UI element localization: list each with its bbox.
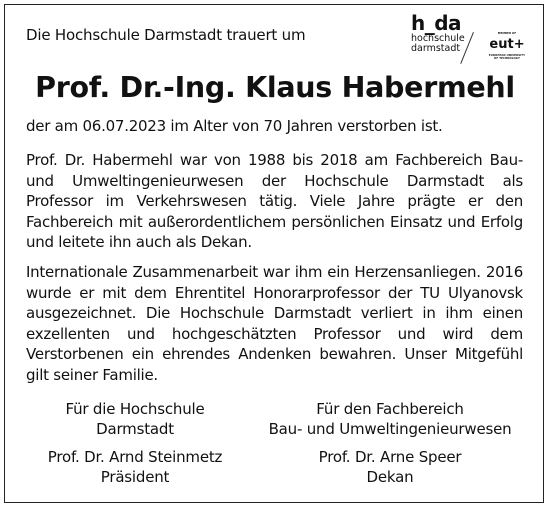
eut-logo-line2: OF TECHNOLOGY [494, 57, 520, 60]
signature-right-name: Prof. Dr. Arne Speer [318, 448, 462, 466]
eut-logo [480, 32, 534, 64]
career-paragraph: Prof. Dr. Habermehl war von 1988 bis 2018 am Fachbereich Bau- und Umweltingenieurwesen der Hochschule Darmstadt als Professor im Verkehrswesen tätig. Viele Jahre prägte er den Fachbereich mit außerordentlichem persönlichen Einsatz und Erfolg und leitete ihn auch als Dekan. [26, 151, 523, 251]
eut-member-label: MEMBER OF [497, 32, 517, 35]
signature-right-org-line1: Für den Fachbereich [316, 400, 464, 418]
signature-right-org [245, 400, 535, 439]
eut-logo-wordmark: eut+ [489, 37, 525, 50]
death-date-paragraph: der am 06.07.2023 im Alter von 70 Jahren verstorben ist. [26, 117, 443, 135]
signature-left-name: Prof. Dr. Arnd Steinmetz [47, 448, 223, 466]
hda-logo-line1: hochschule [411, 33, 465, 44]
deceased-name: Prof. Dr.-Ing. Klaus Habermehl [35, 71, 515, 104]
signature-right-person [245, 448, 535, 487]
hda-logo-line2: darmstadt [411, 43, 461, 54]
hda-logo-wordmark: h_da [411, 11, 462, 35]
intro-text: Die Hochschule Darmstadt trauert um [26, 26, 306, 44]
signature-right-role: Dekan [366, 467, 414, 486]
eut-logo-mark [480, 36, 534, 50]
signature-right-org-line2: Bau- und Umweltingenieurwesen [268, 419, 512, 438]
eut-logo-line1: EUROPEAN UNIVERSITY [488, 54, 526, 57]
tribute-paragraph: Internationale Zusammenarbeit war ihm ein Herzensanliegen. 2016 wurde er mit dem Ehrentitel Honorarprofessor der TU Ulyanovsk ausgezeichnet. Die Hochschule Darmstadt verliert in ihm einen exzellenten und hochgeschätzten Professor und wird dem Verstorbenen ein ehrendes Andenken bewahren. Unser Mitgefühl gilt seiner Familie. [26, 263, 523, 384]
signature-left-org [30, 400, 240, 439]
signature-left-org-line1: Für die Hochschule [65, 400, 205, 418]
signature-left-org-line2: Darmstadt [96, 419, 174, 438]
signature-left-person [30, 448, 240, 487]
signature-left-role: Präsident [100, 467, 170, 486]
